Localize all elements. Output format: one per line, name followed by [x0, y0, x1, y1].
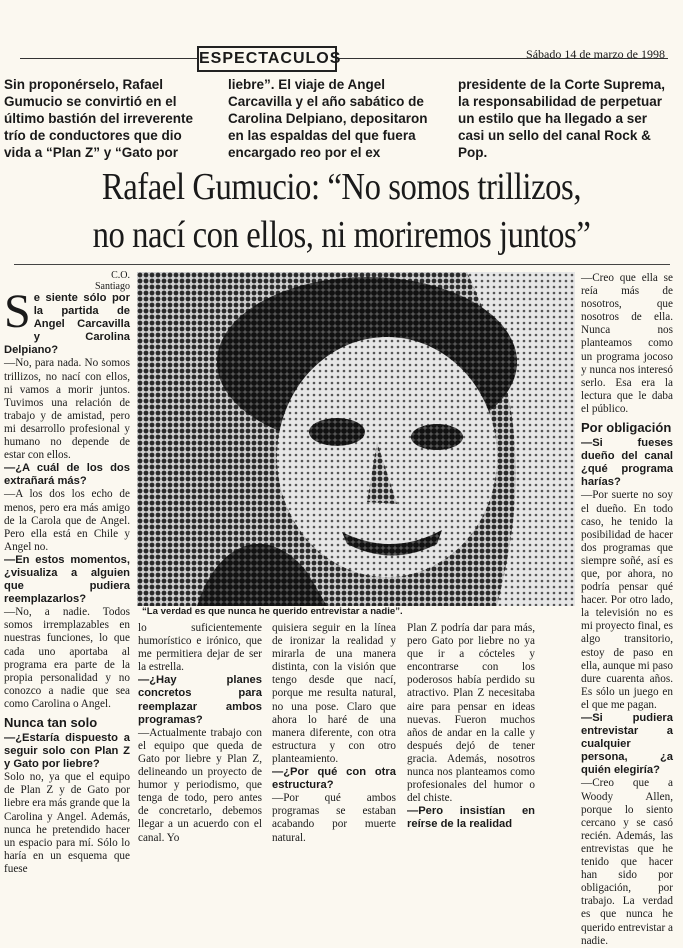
drop-cap: S — [4, 285, 31, 338]
question-text: —¿Hay planes concretos para reemplazar ambos programas? — [138, 674, 262, 726]
halftone-portrait — [137, 272, 575, 606]
question-text: —Si pudiera entrevistar a cualquier persona, ¿a quién elegiría? — [581, 712, 673, 777]
lead-column-3: presidente de la Corte Suprema, la responsabilidad de perpetuar un estilo que ha llegado a ser casi un sello del canal Rock & Pop. — [458, 77, 666, 160]
answer-text: —Creo que a Woody Allen, porque lo siento cercano y se casó recién. Además, las entrevistas que he tenido que hacer han sido por obligación, por trabajo. La verdad es que nunca he querido entrevistar a nadie. — [581, 777, 673, 947]
question-text: —Si fueses dueño del canal ¿qué programa harías? — [581, 437, 673, 489]
byline-place: Santiago — [95, 281, 130, 292]
right-column — [581, 272, 673, 948]
photo-caption: “La verdad es que nunca he querido entrevistar a nadie”. — [142, 606, 403, 617]
column-2 — [138, 622, 262, 845]
question-text: —¿Por qué con otra estructura? — [272, 766, 396, 792]
question-text: —En estos momentos, ¿visualiza a alguien que pudiera reemplazarlos? — [4, 553, 130, 606]
left-column — [4, 270, 130, 876]
byline-author: C.O. — [111, 270, 130, 281]
answer-text: —No, a nadie. Todos somos irremplazables en nuestras funciones, lo que cada uno aportaba al programa era parte de la propia personalidad y no conozco a nadie que sea como Carolina o Angel. — [4, 606, 130, 710]
issue-date: Sábado 14 de marzo de 1998 — [526, 47, 665, 61]
question-text: e siente sólo por la partida de Angel Carcavilla y Carolina Delpiano? — [4, 292, 130, 357]
headline-rule — [14, 264, 670, 265]
answer-text: —A los dos los echo de menos, pero era más amigo de la Carola que de Angel. Pero ella está en Chile y Angel no. — [4, 488, 130, 553]
lead-column-2: liebre”. El viaje de Angel Carcavilla y el año sabático de Carolina Delpiano, depositaron en las espaldas del que fuera encargado reo por el ex — [228, 77, 428, 160]
headline-line-2: no nací con ellos, ni moriremos juntos” — [92, 214, 591, 256]
question-text: —¿Estaría dispuesto a seguir solo con Plan Z y Gato por liebre? — [4, 732, 130, 771]
answer-text: lo suficientemente humorístico e irónico, que me permitiera dejar de ser la estrella. — [138, 622, 262, 674]
answer-text: —No, para nada. No somos trillizos, no nací con ellos, ni vamos a morir juntos. Tuvimos una relación de trabajo y de amistad, pero mi desarrollo profesional y humano no depende de estar con ellos. — [4, 357, 130, 462]
answer-text: —Por suerte no soy el dueño. En todo caso, he tenido la posibilidad de hacer dos programas que siempre soñé, así es que, por ahora, no podría pensar qué hacer. Por otro lado, la televisión no es mi proyecto final, es algo transitorio, estoy de paso en ella, aunque mi paso dure cuarenta años. Es sólo un juego en el que me pagan. — [581, 489, 673, 711]
portrait-photo — [137, 272, 575, 606]
headline-line-1: Rafael Gumucio: “No somos trillizos, — [101, 166, 582, 208]
answer-text: quisiera seguir en la línea de ironizar la realidad y mirarla de una manera distinta, con la visión que tengo desde que nací, porque me resulta natural, no una pose. Claro que ahora lo haré de una manera diferente, con otra estructura y con otro planteamiento. — [272, 622, 396, 765]
section-label: ESPECTACULOS — [197, 46, 337, 72]
column-4 — [407, 622, 535, 832]
column-3 — [272, 622, 396, 845]
subheading: Nunca tan solo — [4, 715, 98, 730]
answer-text: Solo no, ya que el equipo de Plan Z y de Gato por liebre era más grande que la Carolina y Angel. Además, nunca he pretendido hacer un espacio para mí. Sólo lo haría en un esquema que fuese — [4, 771, 130, 875]
answer-text: Plan Z podría dar para más, pero Gato por liebre no ya que ir a cócteles y encontrarse con los poderosos había perdido su atractivo. Plan Z necesitaba aire para pensar en ideas nuevas. Fueron muchos años de andar en la calle y después dejó de tener gracia. Además, nosotros nunca nos planteamos como profesionales del humor o del chiste. — [407, 622, 535, 805]
lead-column-1: Sin proponérselo, Rafael Gumucio se convirtió en el último bastión del irreverente trío de conductores que dio vida a “Plan Z” y “Gato por — [4, 77, 194, 160]
question-text: —Pero insistían en reírse de la realidad — [407, 805, 535, 831]
answer-text: —Actualmente trabajo con el equipo que queda de Gato por liebre y Plan Z, delineando un proyecto de humor y periodismo, que tenga de todo, pero antes de concretarlo, debemos llegar a un acuerdo con el canal. Yo — [138, 726, 262, 844]
subheading: Por obligación — [581, 420, 672, 436]
answer-text: —Creo que ella se reía más de nosotros, que nosotros de ella. Nunca nos planteamos como un programa jocoso y nunca nos interesó serlo. Esa era la lectura que le daba el público. — [581, 272, 673, 415]
answer-text: —Por qué ambos programas se estaban acabando por muerte natural. — [272, 792, 396, 844]
question-text: —¿A cuál de los dos extrañará más? — [4, 462, 130, 488]
